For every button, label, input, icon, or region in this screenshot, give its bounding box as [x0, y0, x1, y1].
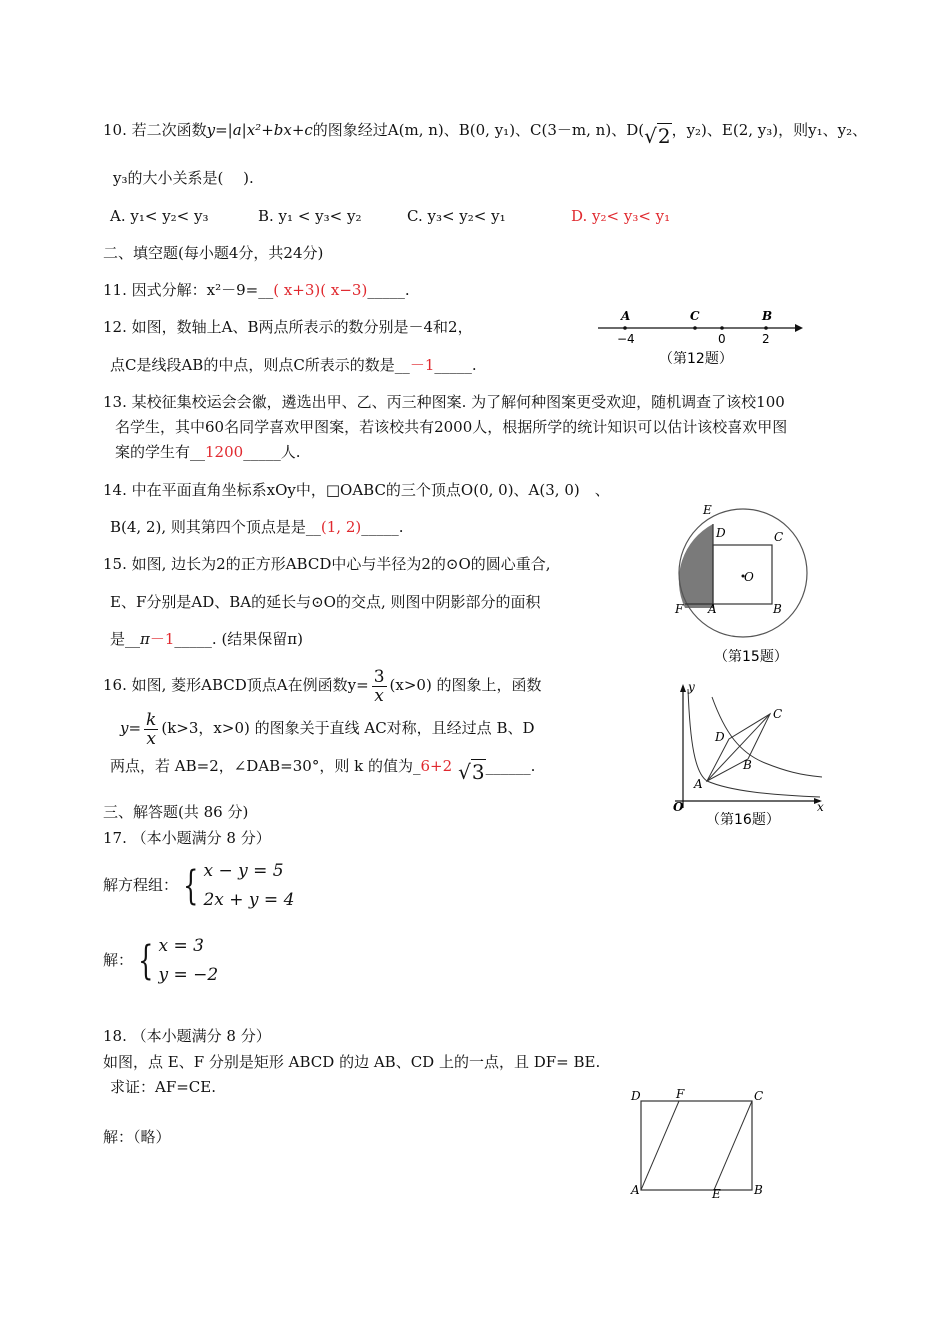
- q11-blank: _____.: [367, 281, 410, 299]
- label-e: E: [712, 1187, 721, 1201]
- q14-answer: (1, 2): [320, 518, 362, 536]
- q12-number-line-figure: [595, 305, 805, 370]
- q13-text: 案的学生有__: [115, 443, 206, 461]
- fraction-k-over-x: [144, 711, 158, 748]
- shaded-region: [679, 524, 713, 608]
- label-e: E: [703, 503, 712, 517]
- q15-text: 是__: [110, 630, 141, 648]
- equation-system: [203, 857, 294, 915]
- label-o: O: [744, 570, 754, 584]
- label-f: F: [675, 602, 684, 616]
- tick-0: 0: [718, 332, 726, 346]
- label-c: C: [754, 1089, 764, 1103]
- sqrt-symbol: √2: [644, 124, 671, 148]
- label-y: y: [688, 680, 695, 694]
- diagonal-ac: [707, 714, 770, 781]
- q16-line3: [110, 756, 535, 782]
- q11-text: 11. 因式分解：x²－9=__: [103, 281, 274, 299]
- solution-x: x = 3: [158, 936, 204, 956]
- label-d: D: [631, 1089, 641, 1103]
- q13-line1: 13. 某校征集校运会会徽，遴选出甲、乙、丙三种图案. 为了解何种图案更受欢迎，随机调查了该校100: [103, 393, 785, 411]
- arrow-icon: [795, 324, 803, 332]
- q10-line1: [103, 120, 867, 146]
- tick-2: 2: [762, 332, 770, 346]
- q15-answer: －1: [149, 630, 175, 648]
- brace-symbol: {: [183, 863, 199, 909]
- fraction-3-over-x: [372, 668, 387, 705]
- q16-hyperbola-figure: [670, 680, 830, 833]
- q10-line2: y₃的大小关系是( ).: [113, 169, 254, 187]
- q13-line3: [115, 442, 300, 462]
- square-abcd: [713, 545, 772, 604]
- label-a: A: [621, 309, 631, 323]
- point-c: [693, 326, 697, 330]
- q16-text: 两点，若 AB=2，∠DAB=30°，则 k 的值为_: [110, 757, 421, 775]
- q16-text: (k>3，x>0) 的图象关于直线 AC对称，且经过点 B、D: [161, 719, 535, 737]
- q15-circle-square-figure: [670, 500, 820, 670]
- point-b: [764, 326, 768, 330]
- q12-line2: [110, 355, 477, 375]
- q11-answer: ( x+3)( x−3): [273, 281, 368, 299]
- arrow-icon: [680, 684, 686, 692]
- denominator: x: [146, 728, 156, 749]
- q18-line1: 如图，点 E、F 分别是矩形 ABCD 的边 AB、CD 上的一点，且 DF= BE.: [103, 1053, 601, 1071]
- q17-prompt: 解方程组：: [103, 876, 179, 894]
- q12-text: 点C是线段AB的中点，则点C所表示的数是__: [110, 356, 410, 374]
- q15-caption: （第15题）: [714, 649, 788, 665]
- rectangle-abcd: [641, 1101, 752, 1190]
- q15-line3: [110, 629, 303, 649]
- q15-line1: 15. 如图, 边长为2的正方形ABCD中心与半径为2的⊙O的圆心重合,: [103, 555, 551, 573]
- label-b: B: [762, 309, 773, 323]
- q15-blank: _____. (结果保留π): [174, 630, 304, 648]
- q16-text: (x>0) 的图象上，函数: [389, 676, 542, 694]
- denominator: x: [374, 685, 384, 706]
- equation-1: x − y = 5: [203, 861, 284, 881]
- label-b: B: [754, 1183, 763, 1197]
- q17-title: 17. （本小题满分 8 分）: [103, 829, 271, 847]
- sqrt-symbol: √3: [458, 760, 485, 784]
- point-origin: [720, 326, 724, 330]
- q16-line1: [103, 660, 542, 710]
- label-a: A: [631, 1183, 640, 1197]
- q12-blank: _____.: [434, 356, 477, 374]
- section3-heading: 三、解答题(共 86 分): [103, 803, 249, 821]
- q13-answer: 1200: [205, 443, 244, 461]
- q10-option-c: C. y₃< y₂< y₁: [407, 207, 506, 225]
- q14-line1: 14. 中在平面直角坐标系xOy中，□OABC的三个顶点O(0, 0)、A(3, 0) 、: [103, 481, 610, 499]
- q10-text: 10. 若二次函数: [103, 121, 207, 139]
- q10-text: 的图象经过A(m, n)、B(0, y₁)、C(3－m, n)、D(: [312, 121, 645, 139]
- q18-solution: 解：（略）: [103, 1128, 171, 1146]
- q13-line2: 名学生，其中60名同学喜欢甲图案，若该校共有2000人，根据所学的统计知识可以估计该校喜欢甲图: [115, 418, 788, 436]
- q18-line2: 求证：AF=CE.: [110, 1078, 217, 1096]
- q10-text: ，y₂)、E(2, y₃)，则y₁、y₂、: [671, 121, 868, 139]
- label-d: D: [715, 730, 725, 744]
- solution-system: [158, 932, 218, 990]
- label-c: C: [773, 707, 783, 721]
- q11: [103, 280, 410, 300]
- label-b: B: [773, 602, 782, 616]
- q10-function: y=|a|x²+bx+c: [206, 121, 313, 139]
- q16-line2: [120, 708, 535, 748]
- numerator: k: [146, 709, 157, 730]
- q13-blank: _____人.: [243, 443, 301, 461]
- sqrt-value: 2: [657, 124, 671, 148]
- q18-rectangle-figure: [628, 1088, 768, 1203]
- line-af: [641, 1101, 679, 1190]
- label-a: A: [694, 777, 703, 791]
- curve-k-over-x: [712, 697, 822, 777]
- q18-title: 18. （本小题满分 8 分）: [103, 1027, 271, 1045]
- q14-line2: [110, 517, 404, 537]
- q17-system: [103, 856, 294, 915]
- numerator: 3: [373, 666, 385, 687]
- label-c: C: [690, 309, 700, 323]
- brace-symbol: {: [138, 938, 154, 984]
- line-ce: [714, 1101, 752, 1190]
- q12-caption: （第12题）: [659, 351, 733, 367]
- equation-2: 2x + y = 4: [203, 890, 295, 910]
- q15-pi: π: [140, 630, 150, 648]
- q16-text: y=: [120, 719, 142, 737]
- q10-option-b: B. y₁ < y₃< y₂: [258, 207, 362, 225]
- point-a: [623, 326, 627, 330]
- solution-y: y = −2: [158, 965, 219, 985]
- q10-option-a: A. y₁< y₂< y₃: [110, 207, 209, 225]
- label-f: F: [676, 1087, 685, 1101]
- tick-minus4: −4: [617, 332, 635, 346]
- solution-label: 解：: [103, 951, 134, 969]
- q12-line1: 12. 如图，数轴上A、B两点所表示的数分别是－4和2，: [103, 318, 473, 336]
- q14-text: B(4, 2), 则其第四个顶点是是__: [110, 518, 321, 536]
- label-c: C: [774, 530, 784, 544]
- sqrt-value: 3: [471, 760, 485, 784]
- q10-option-d-answer: D. y₂< y₃< y₁: [571, 207, 671, 225]
- label-b: B: [743, 758, 752, 772]
- label-a: A: [708, 602, 717, 616]
- q14-blank: _____.: [361, 518, 404, 536]
- label-x: x: [817, 800, 824, 814]
- q16-answer: 6+2: [420, 757, 453, 775]
- q17-solution: [103, 931, 218, 990]
- q16-blank: ______.: [485, 757, 536, 775]
- q15-line2: E、F分别是AD、BA的延长与⊙O的交点, 则图中阴影部分的面积: [110, 593, 541, 611]
- q16-caption: （第16题）: [706, 812, 780, 828]
- label-o: O: [673, 800, 684, 814]
- q16-text: 16. 如图, 菱形ABCD顶点A在例函数y=: [103, 676, 369, 694]
- q12-answer: －1: [409, 356, 435, 374]
- label-d: D: [716, 526, 726, 540]
- section2-heading: 二、填空题(每小题4分，共24分): [103, 244, 324, 262]
